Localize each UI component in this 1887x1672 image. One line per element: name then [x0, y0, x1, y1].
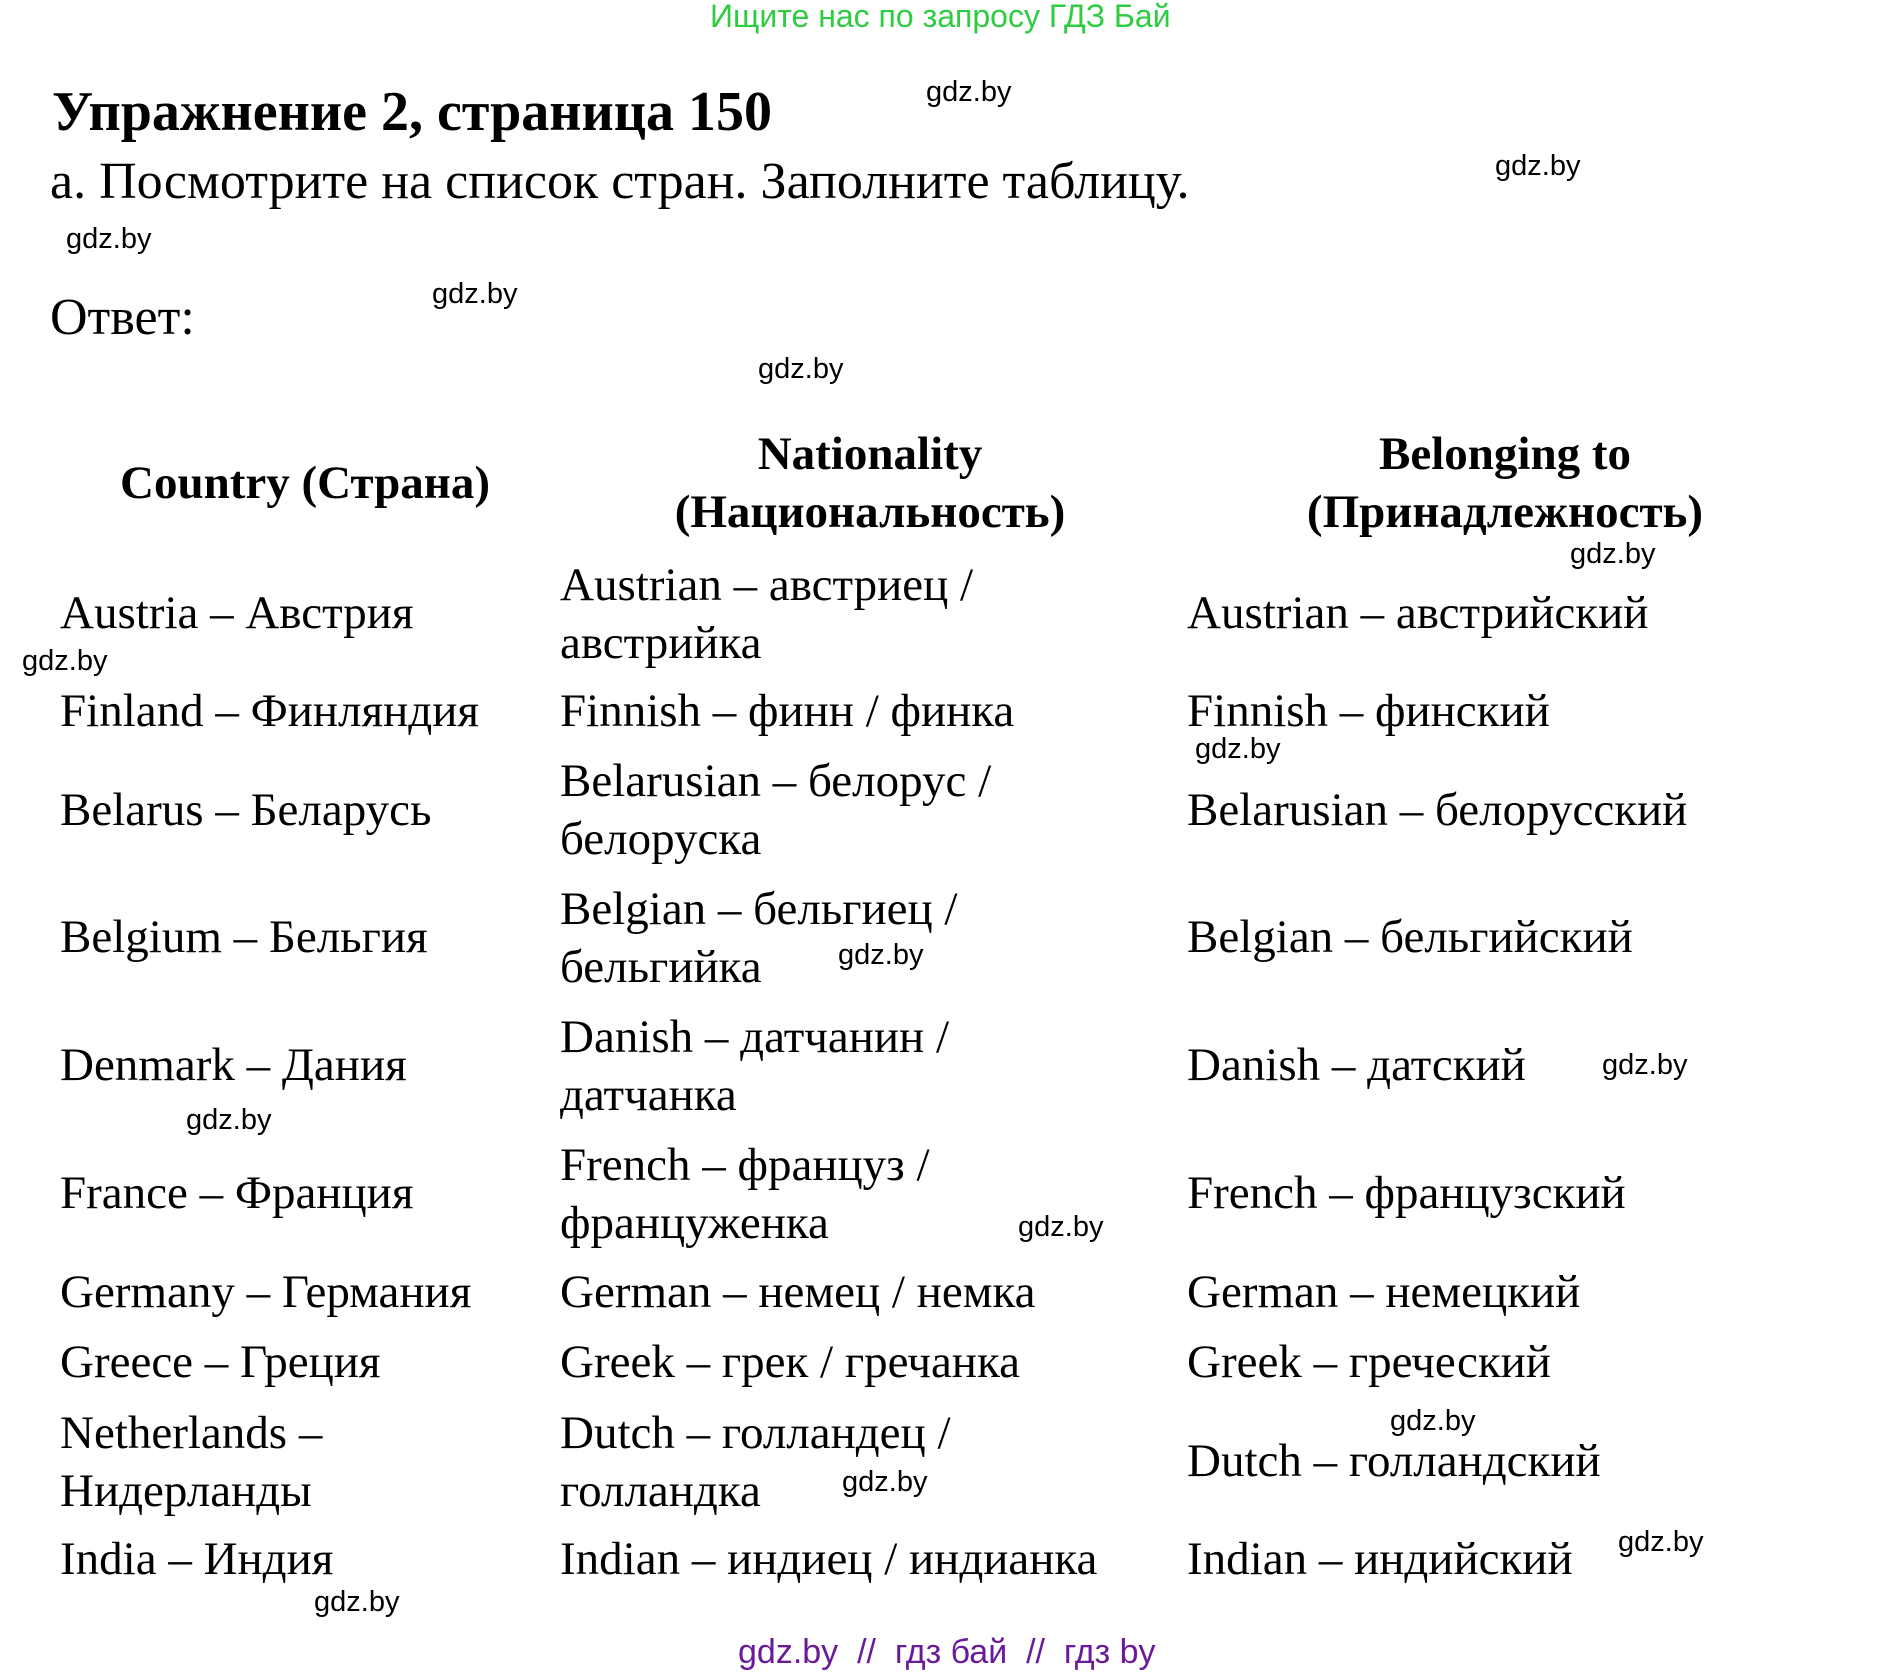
- belonging-cell: Belarusian – белорусский: [1187, 784, 1688, 836]
- country-cell: Denmark – Дания: [60, 1039, 407, 1091]
- header-belonging-line1: Belonging to: [1378, 428, 1631, 480]
- belonging-cell: Finnish – финский: [1187, 685, 1550, 737]
- watermark: gdz.by: [22, 645, 108, 677]
- nationality-line: Belgian – бельгиец /: [560, 883, 958, 935]
- belonging-cell: Greek – греческий: [1187, 1336, 1551, 1388]
- watermark: gdz.by: [1195, 733, 1281, 765]
- watermark: gdz.by: [1390, 1405, 1476, 1437]
- watermark: gdz.by: [842, 1466, 928, 1498]
- nationality-line: голландка: [560, 1465, 761, 1517]
- header-nationality-line1: Nationality: [757, 428, 983, 480]
- country-cell: Finland – Финляндия: [60, 685, 479, 737]
- nationality-cell: [560, 752, 991, 868]
- watermark: gdz.by: [1602, 1049, 1688, 1081]
- watermark: gdz.by: [838, 939, 924, 971]
- belonging-cell: Austrian – австрийский: [1187, 587, 1649, 639]
- country-cell: India – Индия: [60, 1533, 334, 1585]
- country-cell: Greece – Греция: [60, 1336, 381, 1388]
- belonging-cell: Indian – индийский: [1187, 1533, 1573, 1585]
- country-cell: France – Франция: [60, 1167, 414, 1219]
- country-cell: Belgium – Бельгия: [60, 911, 428, 963]
- nationality-cell: German – немец / немка: [560, 1266, 1036, 1318]
- belonging-cell: Belgian – бельгийский: [1187, 911, 1633, 963]
- country-cell: Belarus – Беларусь: [60, 784, 432, 836]
- nationality-cell: Finnish – финн / финка: [560, 685, 1015, 737]
- watermark: gdz.by: [1618, 1526, 1704, 1558]
- nationality-line: бельгийка: [560, 941, 762, 993]
- nationality-line: French – француз /: [560, 1139, 930, 1191]
- answer-label: Ответ:: [50, 289, 195, 346]
- belonging-cell: Dutch – голландский: [1187, 1435, 1601, 1487]
- nationality-cell: [560, 880, 957, 996]
- watermark: gdz.by: [66, 223, 152, 255]
- belonging-cell: Danish – датский: [1187, 1039, 1526, 1091]
- watermark: gdz.by: [432, 278, 518, 310]
- header-country: Country (Страна): [120, 457, 490, 509]
- nationality-line: белоруска: [560, 813, 762, 865]
- belonging-cell: German – немецкий: [1187, 1266, 1581, 1318]
- nationality-line: Dutch – голландец /: [560, 1407, 951, 1459]
- watermark: gdz.by: [314, 1586, 400, 1618]
- nationality-cell: [560, 556, 973, 672]
- nationality-line: француженка: [560, 1197, 829, 1249]
- country-line: Нидерланды: [60, 1465, 312, 1517]
- country-cell: Austria – Австрия: [60, 587, 414, 639]
- header-nationality: [640, 425, 1100, 541]
- header-nationality-line2: (Национальность): [674, 486, 1066, 538]
- header-belonging-line2: (Принадлежность): [1306, 486, 1704, 538]
- nationality-cell: Indian – индиец / индианка: [560, 1533, 1098, 1585]
- watermark: gdz.by: [1018, 1211, 1104, 1243]
- nationality-line: австрийка: [560, 617, 762, 669]
- watermark: gdz.by: [758, 353, 844, 385]
- exercise-instruction: а. Посмотрите на список стран. Заполните таблицу.: [50, 153, 1190, 210]
- watermark: gdz.by: [1495, 150, 1581, 182]
- country-line: Netherlands –: [60, 1407, 323, 1459]
- search-banner: Ищите нас по запросу ГДЗ Бай: [710, 0, 1171, 34]
- nationality-cell: [560, 1008, 949, 1124]
- watermark: gdz.by: [186, 1104, 272, 1136]
- country-cell: [60, 1404, 322, 1520]
- belonging-cell: French – французский: [1187, 1167, 1626, 1219]
- nationality-line: Belarusian – белорус /: [560, 755, 992, 807]
- nationality-cell: [560, 1136, 930, 1252]
- header-belonging: [1275, 425, 1735, 541]
- watermark: gdz.by: [926, 76, 1012, 108]
- nationality-cell: [560, 1404, 951, 1520]
- nationality-line: Danish – датчанин /: [560, 1011, 950, 1063]
- watermark: gdz.by: [1570, 538, 1656, 570]
- nationality-cell: Greek – грек / гречанка: [560, 1336, 1020, 1388]
- nationality-line: Austrian – австриец /: [560, 559, 974, 611]
- nationality-line: датчанка: [560, 1069, 737, 1121]
- exercise-title: Упражнение 2, страница 150: [52, 81, 773, 143]
- country-cell: Germany – Германия: [60, 1266, 472, 1318]
- footer-links: gdz.by // гдз бай // гдз by: [738, 1633, 1156, 1671]
